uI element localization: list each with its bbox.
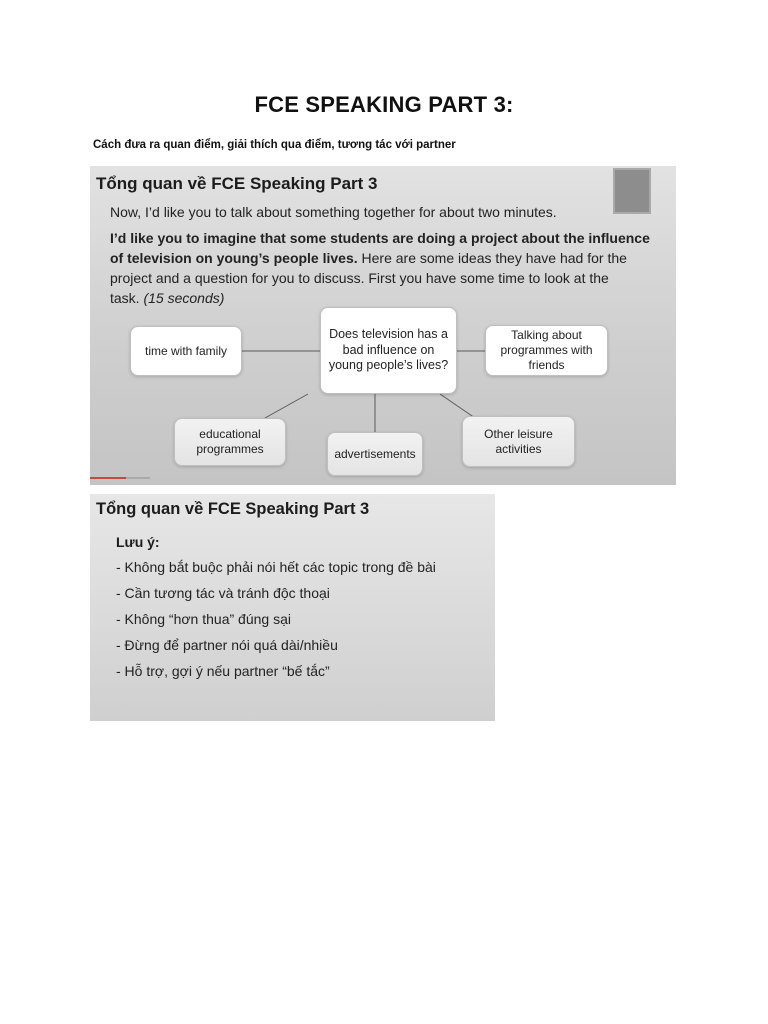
slide1-line-5-italic: (15 seconds) <box>143 290 225 306</box>
video-progress-track <box>126 477 150 479</box>
mindmap-center-question: Does television has a bad influence on young people’s lives? <box>320 307 457 394</box>
slide1-line-4: project and a question for you to discuss. First you have some time to look at the <box>110 270 609 286</box>
slide1-line-3-rest: Here are some ideas they have had for the <box>357 250 627 266</box>
slide2-note-label: Lưu ý: <box>116 534 160 550</box>
mindmap-node-time-with-family: time with family <box>130 326 242 376</box>
slide1-heading: Tổng quan về FCE Speaking Part 3 <box>96 174 378 193</box>
mindmap-node-talking-programmes: Talking about programmes with friends <box>485 325 608 376</box>
slide1-line-3-bold: of television on young’s people lives. <box>110 250 358 266</box>
slide-overview-task <box>90 166 676 485</box>
note-item: - Hỗ trợ, gợi ý nếu partner “bế tắc” <box>116 663 330 679</box>
page-title: FCE SPEAKING PART 3: <box>254 92 514 117</box>
note-item: - Đừng để partner nói quá dài/nhiều <box>116 637 338 653</box>
mindmap-node-educational-programmes: educational programmes <box>174 418 286 466</box>
slide1-line-1: Now, I’d like you to talk about something together for about two minutes. <box>110 204 557 220</box>
note-item: - Không bắt buộc phải nói hết các topic trong đề bài <box>116 559 436 575</box>
note-item: - Cần tương tác và tránh độc thoại <box>116 585 330 601</box>
note-item: - Không “hơn thua” đúng sại <box>116 611 291 627</box>
slide2-note-list <box>116 558 436 688</box>
slide1-line-5-text: task. <box>110 290 144 306</box>
slide-notes <box>90 494 495 721</box>
page-subtitle: Cách đưa ra quan điểm, giải thích qua điểm, tương tác với partner <box>93 139 456 151</box>
connector-bottom-right <box>440 394 475 418</box>
slide2-heading: Tổng quan về FCE Speaking Part 3 <box>96 500 370 518</box>
slide1-line-2-bold: I’d like you to imagine that some students are doing a project about the influence <box>110 230 650 246</box>
connector-bottom-left <box>265 394 308 418</box>
video-progress-played <box>90 477 126 479</box>
mindmap-node-other-leisure: Other leisure activities <box>462 416 575 467</box>
mindmap-node-advertisements: advertisements <box>327 432 423 476</box>
